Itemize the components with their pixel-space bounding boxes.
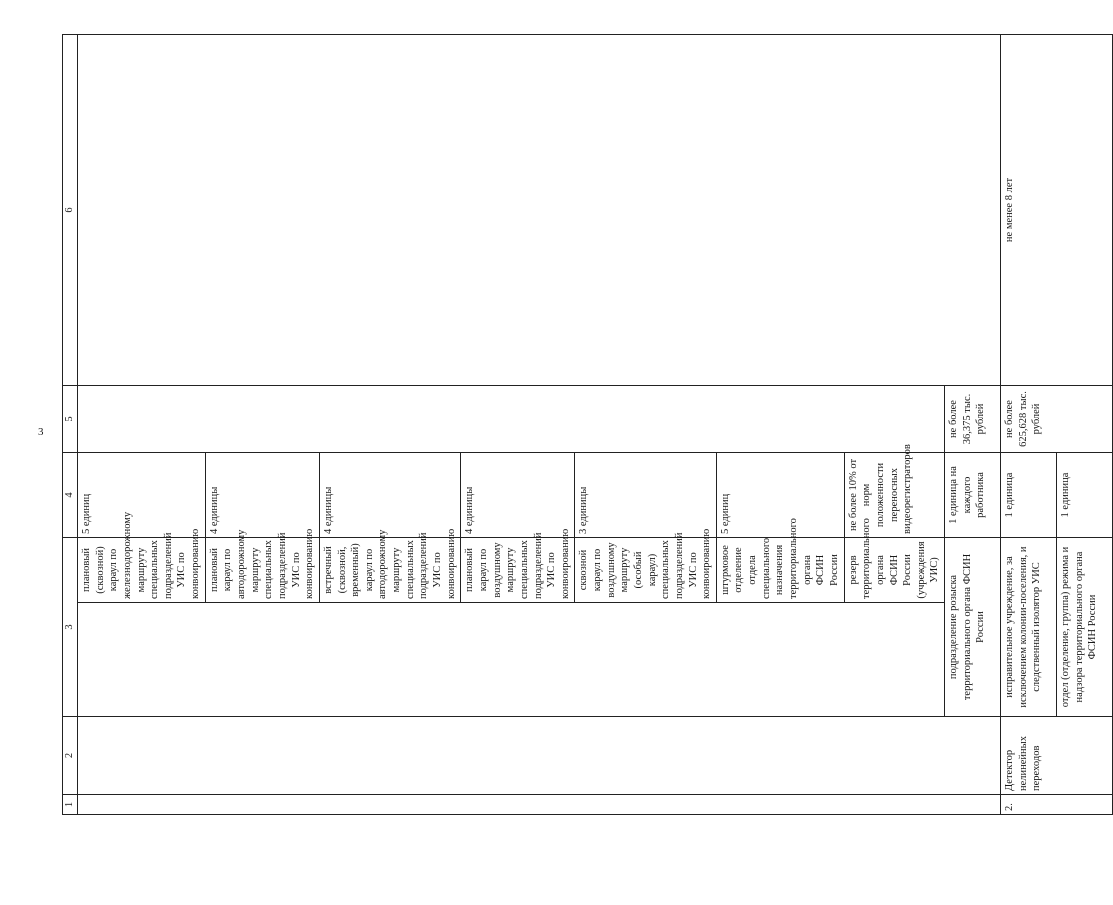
number-cell [78, 795, 1001, 815]
unit-cell: подразделение розыска территориального органа ФСИН России [945, 537, 1001, 716]
table-row [1001, 34, 1057, 814]
unit-cell: плановый караул по воздушному маршруту специальных подразделений УИС по конвоированию [461, 537, 575, 602]
unit-cell: сквозной караул по воздушному маршруту (особый караул) специальных подразделений УИС по конвоированию [575, 537, 716, 602]
header-col-6: 6 [63, 34, 78, 385]
term-cell-empty [78, 34, 1001, 385]
qty-cell: 5 единиц [78, 452, 206, 537]
name-cell [78, 717, 1001, 795]
qty-cell: 4 единицы [205, 452, 319, 537]
qty-cell: 1 единица [1057, 452, 1113, 537]
price-cell-empty [78, 385, 945, 452]
unit-cell: резерв территориального органа ФСИН России (учреждения УИС) [844, 537, 944, 602]
unit-cell: отдел (отделение, группа) режима и надзора территориального органа ФСИН России [1057, 537, 1113, 716]
item2-name: Детектор нелинейных переходов [1001, 717, 1113, 795]
header-col-5: 5 [63, 385, 78, 452]
qty-cell: 5 единиц [716, 452, 844, 537]
header-col-2: 2 [63, 717, 78, 795]
unit-cell: штурмовое отделение отдела специального назначения территориального органа ФСИН России [716, 537, 844, 602]
unit-cell: плановый караул по автодорожному маршруту специальных подразделений УИС по конвоированию [205, 537, 319, 602]
item2-price: не более 625,628 тыс. рублей [1001, 385, 1113, 452]
table-row [78, 34, 206, 814]
rotated-table [62, 35, 1099, 815]
unit-cell: встречный (сквозной, временный) караул по автодорожному маршруту специальных подразделений УИС по конвоированию [319, 537, 460, 602]
header-col-1: 1 [63, 795, 78, 815]
norms-table [62, 34, 1113, 815]
qty-cell: 1 единица [1001, 452, 1057, 537]
qty-cell: 4 единицы [461, 452, 575, 537]
qty-cell: 3 единицы [575, 452, 716, 537]
item2-number: 2. [1001, 795, 1113, 815]
qty-cell: 1 единица на каждого работника [945, 452, 1001, 537]
qty-cell: не более 10% от норм положенности переносных видеорегистраторов [844, 452, 944, 537]
header-row [63, 34, 78, 814]
price-cell: не более 36,375 тыс. рублей [945, 385, 1001, 452]
header-col-3: 3 [63, 537, 78, 716]
unit-cell: исправительное учреждение, за исключением колонии-поселения, и следственный изолятор УИС [1001, 537, 1057, 716]
page-number: 3 [38, 426, 44, 438]
header-col-4: 4 [63, 452, 78, 537]
qty-cell: 4 единицы [319, 452, 460, 537]
unit-cell: плановый (сквозной) караул по железнодорожному маршруту специальных подразделений УИС по конвоированию [78, 537, 206, 602]
indent-cell [78, 603, 945, 717]
item2-term: не менее 8 лет [1001, 34, 1113, 385]
